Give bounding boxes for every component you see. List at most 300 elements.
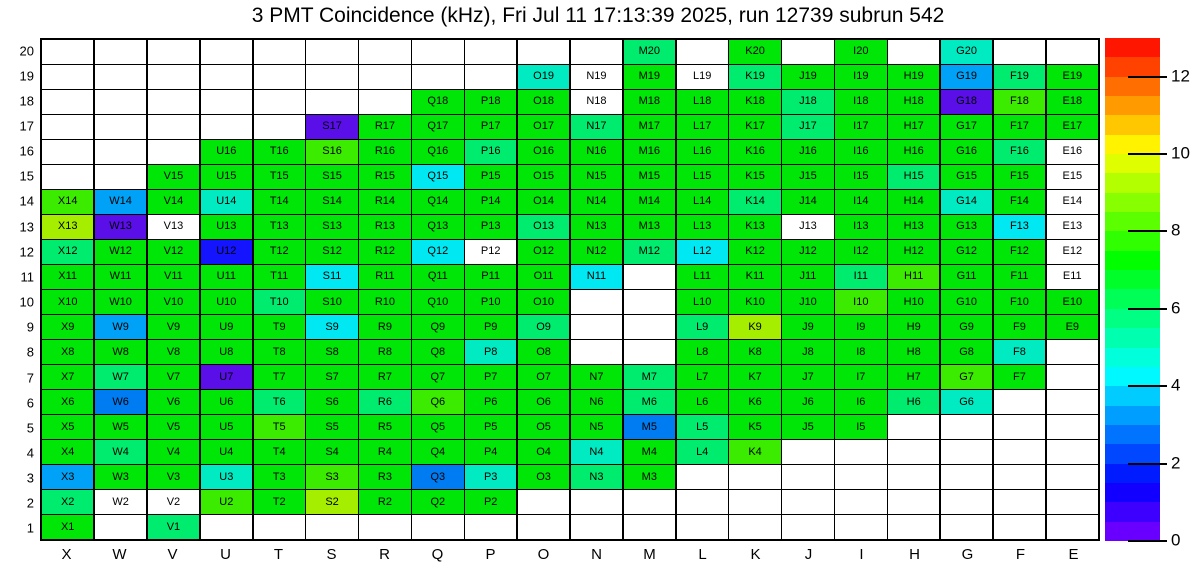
heatmap-cell-empty — [42, 115, 93, 139]
heatmap-cell-V8: V8 — [148, 340, 199, 364]
heatmap-cell-K10: K10 — [729, 290, 780, 314]
col-label-I: I — [859, 546, 864, 563]
heatmap-cell-empty — [571, 290, 622, 314]
heatmap-cell-empty — [148, 140, 199, 164]
heatmap-cell-U15: U15 — [201, 165, 252, 189]
heatmap-cell-F9: F9 — [994, 315, 1045, 339]
heatmap-cell-empty — [782, 465, 833, 489]
heatmap-cell-empty — [888, 490, 939, 514]
heatmap-cell-R13: R13 — [359, 215, 410, 239]
heatmap-cell-empty — [888, 515, 939, 539]
heatmap-cell-N17: N17 — [571, 115, 622, 139]
heatmap-cell-T5: T5 — [254, 415, 305, 439]
heatmap-cell-F15: F15 — [994, 165, 1045, 189]
colorbar-segment — [1105, 38, 1160, 57]
heatmap-cell-V2: V2 — [148, 490, 199, 514]
chart-title: 3 PMT Coincidence (kHz), Fri Jul 11 17:13:39 2025, run 12739 subrun 542 — [251, 4, 945, 27]
heatmap-cell-empty — [465, 40, 516, 64]
heatmap-cell-N12: N12 — [571, 240, 622, 264]
colorbar-segment — [1105, 309, 1160, 328]
heatmap-cell-M6: M6 — [624, 390, 675, 414]
heatmap-cell-O16: O16 — [518, 140, 569, 164]
heatmap-cell-T14: T14 — [254, 190, 305, 214]
heatmap-cell-Q8: Q8 — [412, 340, 463, 364]
heatmap-cell-R11: R11 — [359, 265, 410, 289]
heatmap-grid — [40, 38, 1100, 541]
colorbar-segment — [1105, 154, 1160, 173]
heatmap-cell-U3: U3 — [201, 465, 252, 489]
heatmap-cell-F11: F11 — [994, 265, 1045, 289]
heatmap-cell-empty — [571, 340, 622, 364]
heatmap-cell-N7: N7 — [571, 365, 622, 389]
col-label-U: U — [220, 546, 231, 563]
heatmap-cell-K19: K19 — [729, 65, 780, 89]
heatmap-cell-empty — [994, 490, 1045, 514]
colorbar-segment — [1105, 77, 1160, 96]
colorbar-segment — [1105, 502, 1160, 521]
heatmap-cell-G17: G17 — [941, 115, 992, 139]
heatmap-cell-W5: W5 — [95, 415, 146, 439]
colorbar-segment — [1105, 425, 1160, 444]
heatmap-cell-K5: K5 — [729, 415, 780, 439]
heatmap-cell-V1: V1 — [148, 515, 199, 539]
heatmap-cell-J19: J19 — [782, 65, 833, 89]
heatmap-cell-X9: X9 — [42, 315, 93, 339]
heatmap-cell-Q5: Q5 — [412, 415, 463, 439]
heatmap-cell-L6: L6 — [677, 390, 728, 414]
heatmap-cell-S15: S15 — [306, 165, 357, 189]
col-label-G: G — [961, 546, 974, 563]
heatmap-cell-empty — [95, 115, 146, 139]
heatmap-cell-E19: E19 — [1047, 65, 1098, 89]
heatmap-cell-O3: O3 — [518, 465, 569, 489]
heatmap-cell-I11: I11 — [835, 265, 886, 289]
heatmap-cell-empty — [412, 40, 463, 64]
heatmap-cell-N6: N6 — [571, 390, 622, 414]
heatmap-cell-empty — [518, 515, 569, 539]
x-axis-column-labels — [40, 546, 1100, 566]
heatmap-cell-X12: X12 — [42, 240, 93, 264]
heatmap-cell-W13: W13 — [95, 215, 146, 239]
heatmap-cell-empty — [412, 65, 463, 89]
row-label-7: 7 — [26, 370, 34, 386]
heatmap-cell-K7: K7 — [729, 365, 780, 389]
heatmap-cell-W14: W14 — [95, 190, 146, 214]
heatmap-cell-L17: L17 — [677, 115, 728, 139]
col-label-N: N — [591, 546, 602, 563]
row-label-14: 14 — [19, 193, 34, 209]
colorbar — [1105, 38, 1160, 541]
heatmap-cell-J8: J8 — [782, 340, 833, 364]
heatmap-cell-M20: M20 — [624, 40, 675, 64]
heatmap-cell-empty — [306, 65, 357, 89]
colorbar-tick-10 — [1128, 153, 1167, 155]
heatmap-cell-Q9: Q9 — [412, 315, 463, 339]
heatmap-cell-N14: N14 — [571, 190, 622, 214]
heatmap-cell-empty — [412, 515, 463, 539]
heatmap-cell-I5: I5 — [835, 415, 886, 439]
heatmap-cell-R5: R5 — [359, 415, 410, 439]
heatmap-cell-P2: P2 — [465, 490, 516, 514]
colorbar-tick-12 — [1128, 76, 1167, 78]
heatmap-cell-G15: G15 — [941, 165, 992, 189]
heatmap-cell-empty — [571, 490, 622, 514]
heatmap-cell-empty — [941, 465, 992, 489]
heatmap-cell-J14: J14 — [782, 190, 833, 214]
heatmap-cell-T8: T8 — [254, 340, 305, 364]
colorbar-tick-label-10: 10 — [1171, 143, 1190, 163]
heatmap-cell-T12: T12 — [254, 240, 305, 264]
heatmap-cell-T3: T3 — [254, 465, 305, 489]
heatmap-cell-K12: K12 — [729, 240, 780, 264]
heatmap-cell-N5: N5 — [571, 415, 622, 439]
row-label-16: 16 — [19, 143, 34, 159]
heatmap-cell-L16: L16 — [677, 140, 728, 164]
colorbar-segment — [1105, 289, 1160, 308]
colorbar-segment — [1105, 115, 1160, 134]
heatmap-cell-empty — [624, 515, 675, 539]
colorbar-tick-label-0: 0 — [1171, 530, 1181, 550]
colorbar-tick-8 — [1128, 230, 1167, 232]
heatmap-cell-empty — [941, 490, 992, 514]
heatmap-cell-U8: U8 — [201, 340, 252, 364]
heatmap-cell-L19: L19 — [677, 65, 728, 89]
heatmap-cell-N16: N16 — [571, 140, 622, 164]
heatmap-cell-empty — [95, 40, 146, 64]
heatmap-cell-empty — [359, 40, 410, 64]
heatmap-cell-Q6: Q6 — [412, 390, 463, 414]
heatmap-cell-M16: M16 — [624, 140, 675, 164]
heatmap-cell-V12: V12 — [148, 240, 199, 264]
col-label-V: V — [167, 546, 178, 563]
heatmap-cell-O18: O18 — [518, 90, 569, 114]
heatmap-cell-Q15: Q15 — [412, 165, 463, 189]
heatmap-cell-F16: F16 — [994, 140, 1045, 164]
heatmap-cell-X10: X10 — [42, 290, 93, 314]
col-label-O: O — [537, 546, 550, 563]
heatmap-cell-V11: V11 — [148, 265, 199, 289]
heatmap-cell-P7: P7 — [465, 365, 516, 389]
heatmap-cell-P16: P16 — [465, 140, 516, 164]
heatmap-cell-R8: R8 — [359, 340, 410, 364]
heatmap-cell-J11: J11 — [782, 265, 833, 289]
heatmap-cell-R2: R2 — [359, 490, 410, 514]
heatmap-cell-T11: T11 — [254, 265, 305, 289]
heatmap-cell-empty — [941, 440, 992, 464]
row-label-20: 20 — [19, 43, 34, 59]
heatmap-cell-L5: L5 — [677, 415, 728, 439]
heatmap-cell-empty — [254, 90, 305, 114]
colorbar-segment — [1105, 96, 1160, 115]
heatmap-cell-empty — [42, 90, 93, 114]
row-label-18: 18 — [19, 93, 34, 109]
heatmap-cell-empty — [359, 65, 410, 89]
heatmap-cell-K15: K15 — [729, 165, 780, 189]
heatmap-cell-I12: I12 — [835, 240, 886, 264]
heatmap-cell-E9: E9 — [1047, 315, 1098, 339]
heatmap-cell-F18: F18 — [994, 90, 1045, 114]
heatmap-cell-empty — [888, 40, 939, 64]
heatmap-cell-H17: H17 — [888, 115, 939, 139]
heatmap-cell-empty — [729, 515, 780, 539]
heatmap-cell-J6: J6 — [782, 390, 833, 414]
heatmap-cell-empty — [677, 465, 728, 489]
heatmap-cell-K17: K17 — [729, 115, 780, 139]
heatmap-cell-U14: U14 — [201, 190, 252, 214]
heatmap-cell-K14: K14 — [729, 190, 780, 214]
colorbar-segment — [1105, 386, 1160, 405]
heatmap-cell-P5: P5 — [465, 415, 516, 439]
heatmap-cell-L11: L11 — [677, 265, 728, 289]
heatmap-cell-empty — [941, 515, 992, 539]
heatmap-cell-I19: I19 — [835, 65, 886, 89]
row-label-8: 8 — [26, 344, 34, 360]
heatmap-cell-W6: W6 — [95, 390, 146, 414]
heatmap-cell-S13: S13 — [306, 215, 357, 239]
heatmap-cell-L12: L12 — [677, 240, 728, 264]
colorbar-segment — [1105, 483, 1160, 502]
heatmap-cell-J13: J13 — [782, 215, 833, 239]
heatmap-cell-empty — [994, 40, 1045, 64]
colorbar-tick-label-2: 2 — [1171, 453, 1181, 473]
heatmap-cell-E14: E14 — [1047, 190, 1098, 214]
heatmap-cell-F10: F10 — [994, 290, 1045, 314]
col-label-K: K — [750, 546, 761, 563]
heatmap-cell-K4: K4 — [729, 440, 780, 464]
heatmap-cell-empty — [782, 490, 833, 514]
heatmap-cell-empty — [994, 415, 1045, 439]
row-label-4: 4 — [26, 445, 34, 461]
heatmap-cell-I8: I8 — [835, 340, 886, 364]
heatmap-cell-empty — [835, 440, 886, 464]
heatmap-cell-M13: M13 — [624, 215, 675, 239]
heatmap-cell-S6: S6 — [306, 390, 357, 414]
heatmap-cell-H12: H12 — [888, 240, 939, 264]
heatmap-cell-V14: V14 — [148, 190, 199, 214]
heatmap-cell-J18: J18 — [782, 90, 833, 114]
heatmap-cell-S12: S12 — [306, 240, 357, 264]
heatmap-cell-R6: R6 — [359, 390, 410, 414]
heatmap-cell-O9: O9 — [518, 315, 569, 339]
heatmap-cell-S17: S17 — [306, 115, 357, 139]
heatmap-cell-empty — [148, 115, 199, 139]
colorbar-tick-2 — [1128, 463, 1167, 465]
heatmap-cell-O8: O8 — [518, 340, 569, 364]
heatmap-cell-O11: O11 — [518, 265, 569, 289]
heatmap-cell-R17: R17 — [359, 115, 410, 139]
heatmap-cell-V7: V7 — [148, 365, 199, 389]
heatmap-cell-U13: U13 — [201, 215, 252, 239]
heatmap-cell-empty — [888, 465, 939, 489]
heatmap-cell-P8: P8 — [465, 340, 516, 364]
heatmap-cell-G6: G6 — [941, 390, 992, 414]
col-label-W: W — [112, 546, 127, 563]
heatmap-cell-G13: G13 — [941, 215, 992, 239]
heatmap-cell-W12: W12 — [95, 240, 146, 264]
heatmap-cell-empty — [148, 40, 199, 64]
heatmap-cell-empty — [941, 415, 992, 439]
col-label-T: T — [273, 546, 284, 563]
heatmap-cell-S10: S10 — [306, 290, 357, 314]
colorbar-segment — [1105, 406, 1160, 425]
heatmap-cell-E11: E11 — [1047, 265, 1098, 289]
heatmap-cell-J9: J9 — [782, 315, 833, 339]
heatmap-cell-W9: W9 — [95, 315, 146, 339]
heatmap-cell-V5: V5 — [148, 415, 199, 439]
col-label-E: E — [1068, 546, 1079, 563]
heatmap-cell-I9: I9 — [835, 315, 886, 339]
heatmap-cell-J12: J12 — [782, 240, 833, 264]
heatmap-cell-T7: T7 — [254, 365, 305, 389]
heatmap-cell-T2: T2 — [254, 490, 305, 514]
heatmap-cell-K9: K9 — [729, 315, 780, 339]
heatmap-cell-empty — [359, 515, 410, 539]
heatmap-cell-W10: W10 — [95, 290, 146, 314]
heatmap-cell-empty — [1047, 365, 1098, 389]
heatmap-cell-empty — [624, 290, 675, 314]
heatmap-cell-empty — [42, 40, 93, 64]
heatmap-cell-M5: M5 — [624, 415, 675, 439]
heatmap-cell-I20: I20 — [835, 40, 886, 64]
heatmap-cell-V13: V13 — [148, 215, 199, 239]
heatmap-cell-H19: H19 — [888, 65, 939, 89]
row-label-1: 1 — [26, 520, 34, 536]
heatmap-cell-G8: G8 — [941, 340, 992, 364]
heatmap-cell-E15: E15 — [1047, 165, 1098, 189]
heatmap-cell-P18: P18 — [465, 90, 516, 114]
heatmap-cell-T6: T6 — [254, 390, 305, 414]
heatmap-cell-T4: T4 — [254, 440, 305, 464]
heatmap-cell-G10: G10 — [941, 290, 992, 314]
heatmap-cell-T9: T9 — [254, 315, 305, 339]
heatmap-cell-H18: H18 — [888, 90, 939, 114]
heatmap-cell-empty — [571, 515, 622, 539]
heatmap-cell-G7: G7 — [941, 365, 992, 389]
heatmap-cell-E18: E18 — [1047, 90, 1098, 114]
heatmap-cell-empty — [624, 490, 675, 514]
heatmap-cell-Q3: Q3 — [412, 465, 463, 489]
heatmap-cell-empty — [994, 465, 1045, 489]
row-label-11: 11 — [20, 269, 34, 285]
heatmap-cell-W8: W8 — [95, 340, 146, 364]
heatmap-cell-K6: K6 — [729, 390, 780, 414]
heatmap-cell-empty — [782, 40, 833, 64]
heatmap-cell-I13: I13 — [835, 215, 886, 239]
col-label-F: F — [1015, 546, 1026, 563]
heatmap-cell-empty — [95, 65, 146, 89]
heatmap-cell-H13: H13 — [888, 215, 939, 239]
col-label-L: L — [698, 546, 707, 563]
heatmap-cell-empty — [782, 515, 833, 539]
heatmap-cell-empty — [95, 165, 146, 189]
heatmap-cell-I10: I10 — [835, 290, 886, 314]
heatmap-cell-X14: X14 — [42, 190, 93, 214]
heatmap-cell-M17: M17 — [624, 115, 675, 139]
heatmap-cell-Q13: Q13 — [412, 215, 463, 239]
colorbar-segment — [1105, 444, 1160, 463]
heatmap-cell-K13: K13 — [729, 215, 780, 239]
heatmap-cell-P13: P13 — [465, 215, 516, 239]
heatmap-cell-empty — [994, 390, 1045, 414]
heatmap-cell-W2: W2 — [95, 490, 146, 514]
heatmap-cell-S16: S16 — [306, 140, 357, 164]
heatmap-cell-F7: F7 — [994, 365, 1045, 389]
col-label-S: S — [326, 546, 337, 563]
heatmap-cell-empty — [148, 90, 199, 114]
heatmap-cell-empty — [571, 40, 622, 64]
heatmap-cell-R15: R15 — [359, 165, 410, 189]
heatmap-cell-Q7: Q7 — [412, 365, 463, 389]
heatmap-cell-empty — [729, 465, 780, 489]
heatmap-cell-S7: S7 — [306, 365, 357, 389]
heatmap-cell-empty — [624, 265, 675, 289]
heatmap-cell-Q18: Q18 — [412, 90, 463, 114]
heatmap-cell-P6: P6 — [465, 390, 516, 414]
heatmap-cell-empty — [201, 515, 252, 539]
heatmap-cell-V15: V15 — [148, 165, 199, 189]
heatmap-cell-X5: X5 — [42, 415, 93, 439]
heatmap-cell-empty — [835, 465, 886, 489]
heatmap-cell-empty — [1047, 465, 1098, 489]
heatmap-cell-empty — [254, 40, 305, 64]
heatmap-cell-M3: M3 — [624, 465, 675, 489]
heatmap-cell-M18: M18 — [624, 90, 675, 114]
heatmap-cell-empty — [518, 490, 569, 514]
heatmap-cell-X7: X7 — [42, 365, 93, 389]
heatmap-cell-Q14: Q14 — [412, 190, 463, 214]
heatmap-cell-X8: X8 — [42, 340, 93, 364]
heatmap-cell-E16: E16 — [1047, 140, 1098, 164]
heatmap-cell-G12: G12 — [941, 240, 992, 264]
colorbar-segment — [1105, 135, 1160, 154]
row-label-10: 10 — [19, 294, 34, 310]
heatmap-cell-E12: E12 — [1047, 240, 1098, 264]
colorbar-segment — [1105, 367, 1160, 386]
heatmap-cell-L8: L8 — [677, 340, 728, 364]
heatmap-cell-P15: P15 — [465, 165, 516, 189]
heatmap-cell-X4: X4 — [42, 440, 93, 464]
heatmap-cell-U2: U2 — [201, 490, 252, 514]
heatmap-cell-empty — [624, 315, 675, 339]
row-label-2: 2 — [26, 495, 34, 511]
heatmap-cell-G9: G9 — [941, 315, 992, 339]
colorbar-segment — [1105, 231, 1160, 250]
colorbar-tick-label-4: 4 — [1171, 375, 1181, 395]
heatmap-cell-S9: S9 — [306, 315, 357, 339]
heatmap-cell-G14: G14 — [941, 190, 992, 214]
heatmap-cell-empty — [994, 515, 1045, 539]
heatmap-cell-I14: I14 — [835, 190, 886, 214]
heatmap-cell-empty — [254, 115, 305, 139]
heatmap-cell-S3: S3 — [306, 465, 357, 489]
heatmap-cell-S8: S8 — [306, 340, 357, 364]
heatmap-cell-empty — [95, 515, 146, 539]
heatmap-cell-empty — [254, 515, 305, 539]
heatmap-cell-P9: P9 — [465, 315, 516, 339]
heatmap-cell-S5: S5 — [306, 415, 357, 439]
heatmap-cell-empty — [465, 515, 516, 539]
colorbar-tick-0 — [1128, 540, 1167, 542]
colorbar-tick-4 — [1128, 385, 1167, 387]
row-label-12: 12 — [19, 244, 34, 260]
heatmap-cell-H7: H7 — [888, 365, 939, 389]
heatmap-cell-N3: N3 — [571, 465, 622, 489]
colorbar-segment — [1105, 328, 1160, 347]
colorbar-segment — [1105, 173, 1160, 192]
heatmap-cell-U12: U12 — [201, 240, 252, 264]
heatmap-cell-O4: O4 — [518, 440, 569, 464]
heatmap-cell-empty — [306, 515, 357, 539]
